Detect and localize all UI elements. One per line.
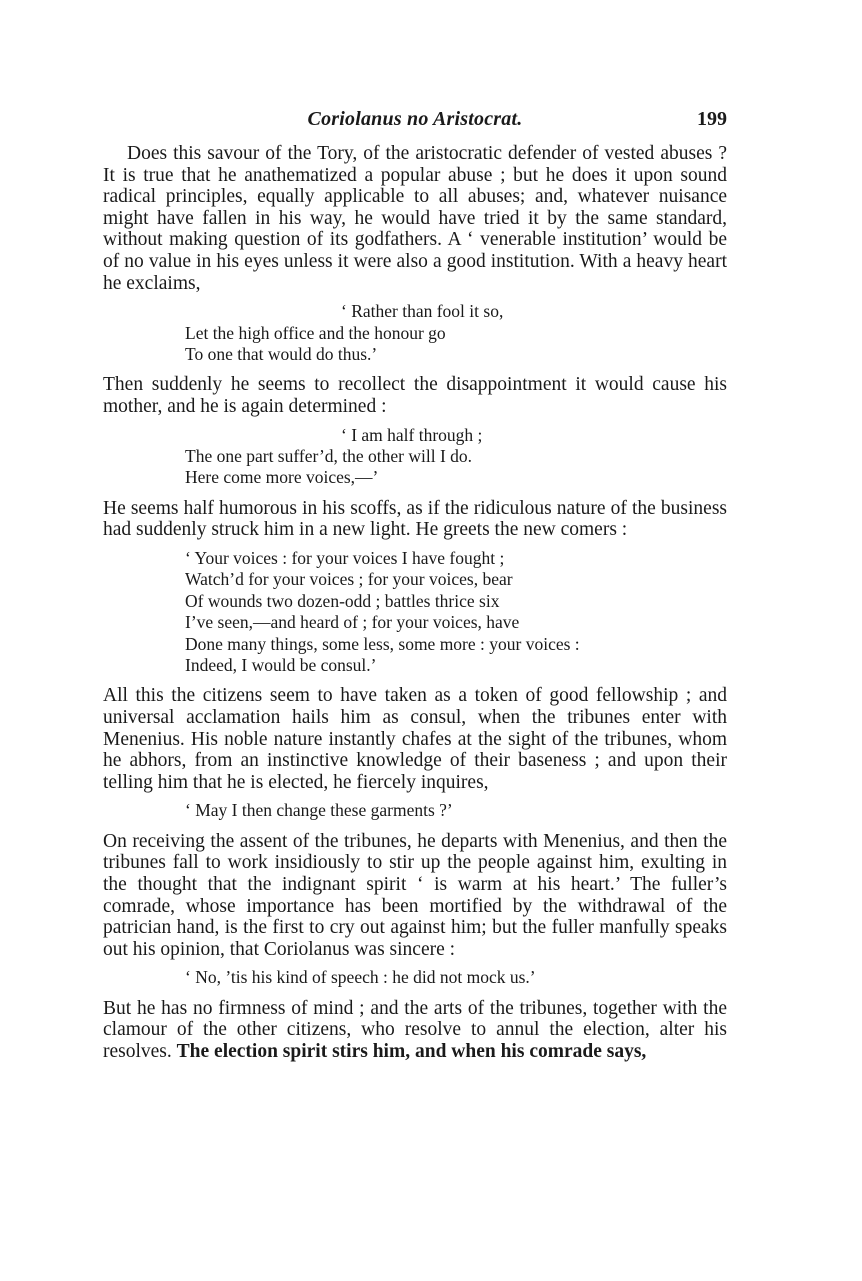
quote-block-3 xyxy=(185,548,727,676)
paragraph-6 xyxy=(103,998,727,1063)
quote-block-2 xyxy=(185,425,727,489)
paragraph-6-start: But he has no firmness of mind ; and the arts of the tribunes, together with the clamour of the other citizens, who resolve to annul the election, alter his resolves. xyxy=(103,997,727,1062)
quote-line: Watch’d for your voices ; for your voices, bear xyxy=(185,569,513,590)
quote-line: Of wounds two dozen-odd ; battles thrice six xyxy=(185,590,500,611)
quote-line: I’ve seen,—and heard of ; for your voices, have xyxy=(185,612,520,633)
quote-line: ‘ No, ’tis his kind of speech : he did not mock us.’ xyxy=(185,967,536,988)
page-body xyxy=(103,143,727,1063)
quote-line: Indeed, I would be consul.’ xyxy=(185,655,377,675)
page-number: 199 xyxy=(697,108,727,130)
quote-line: Here come more voices,—’ xyxy=(185,467,379,488)
quote-block-1 xyxy=(185,301,727,365)
paragraph-2: Then suddenly he seems to recollect the disappointment it would cause his mother, and he is again determined : xyxy=(103,374,727,417)
quote-line: ‘ Your voices : for your voices I have fought ; xyxy=(185,547,505,568)
quote-line: ‘ May I then change these garments ?’ xyxy=(185,800,453,821)
quote-line: Let the high office and the honour go xyxy=(185,322,446,343)
paragraph-4: All this the citizens seem to have taken as a token of good fellowship ; and universal acclamation hails him as consul, when the tribunes enter with Menenius. His noble nature instantly chafes at the sight of the tribunes, whom he abhors, from an instinctive knowledge of their baseness ; and upon their telling him that he is elected, he fiercely inquires, xyxy=(103,685,727,793)
paragraph-6-end: The election spirit stirs him, and when his comrade says, xyxy=(176,1040,647,1062)
quote-block-5 xyxy=(185,967,727,988)
running-title: Coriolanus no Aristocrat. xyxy=(307,108,523,130)
paragraph-5: On receiving the assent of the tribunes, he departs with Menenius, and then the tribunes fall to work insidiously to stir up the people against him, exulting in the thought that the indignant spirit ‘ is warm at his heart.’ The fuller’s comrade, whose importance has been mortified by the withdrawal of the patrician hand, is the first to cry out against him; but the fuller manfully speaks out his opinion, that Coriolanus was sincere : xyxy=(103,830,727,960)
quote-line: The one part suffer’d, the other will I do. xyxy=(185,445,473,466)
quote-line: Done many things, some less, some more : your voices : xyxy=(185,633,580,654)
paragraph-1: Does this savour of the Tory, of the aristocratic defender of vested abuses ? It is true that he anathematized a popular abuse ; but he does it upon sound radical principles, equally applicable to all abuses; and, whatever nuisance might have fallen in his way, he would have tried it by the same standard, without making question of its godfathers. A ‘ venerable institution’ would be of no value in his eyes unless it were also a good institution. With a heavy heart he exclaims, xyxy=(103,143,727,294)
quote-block-4 xyxy=(185,800,727,821)
quote-line: ‘ I am half through ; xyxy=(341,424,483,445)
quote-line: ‘ Rather than fool it so, xyxy=(341,301,504,322)
quote-line: To one that would do thus.’ xyxy=(185,343,378,364)
page-header xyxy=(103,108,727,136)
paragraph-3: He seems half humorous in his scoffs, as if the ridiculous nature of the business had suddenly struck him in a new light. He greets the new comers : xyxy=(103,497,727,541)
